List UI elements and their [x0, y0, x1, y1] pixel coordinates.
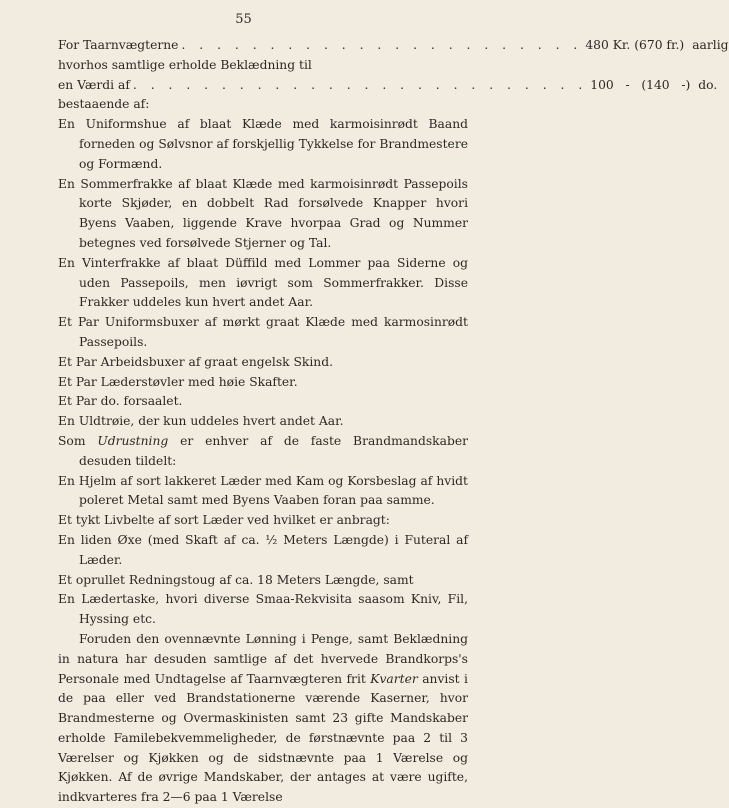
equipment-item: En Hjelm af sort lakkeret Læder med Kam og Korsbeslag af hvidt poleret Metal samt med Byens Vaaben foran paa samme. — [58, 473, 468, 508]
clothing-item: En Uldtrøie, der kun uddeles hvert andet Aar. — [58, 414, 344, 429]
salary-label: For Taarnvægterne — [58, 38, 179, 52]
salary-line-value — [58, 76, 718, 96]
quarters-term: Kvarter — [370, 671, 418, 686]
leader-dots: . . . . . . . . . . . . . . . . . . . . . . . — [181, 38, 583, 52]
salary-suffix: do. — [698, 77, 718, 92]
salary-period: aarlig — [692, 38, 729, 52]
salary-line-text: hvorhos samtlige erholde Beklædning til — [58, 57, 312, 72]
closing-paragraph: Foruden den ovennævnte Lønning i Penge, samt Beklædning in natura har desuden samtlige af det hvervede Brandkorps's Personale med Undtagelse af Taarnvægteren frit Kvarter anvist i de paa eller ved Brandstationerne værende Kaserner, hvor Brandmesterne og Overmaskinisten samt 23 gifte Mandskaber erholde Familebekvemmeligheder, de førstnævnte paa 2 til 3 Værelser og Kjøkken og de sidstnævnte paa 1 Værelse og Kjøkken. Af de øvrige Mandskaber, der antages at være ugifte, indkvarteres fra 2—6 paa 1 Værelse — [58, 631, 468, 805]
salary-amount: 480 Kr. (670 fr.) — [585, 38, 685, 52]
clothing-item: Et Par Arbeidsbuxer af graat engelsk Skind. — [58, 354, 334, 369]
clothing-item: En Sommerfrakke af blaat Klæde med karmoisinrødt Passepoils korte Skjøder, en dobbelt Rad forsølvede Knapper hvori Byens Vaaben, liggende Krave hvorpaa Grad og Nummer betegnes ved forsølvede Stjerner og Tal. — [58, 176, 468, 250]
equipment-item: Et tykt Livbelte af sort Læder ved hvilket er anbragt: — [58, 513, 390, 528]
salary-line-text: bestaaende af: — [58, 97, 150, 112]
equipment-item: Et oprullet Redningstoug af ca. 18 Meters Længde, samt — [58, 572, 414, 587]
leader-dots: . . . . . . . . . . . . . . . . . . . . . . . . . . — [132, 77, 588, 92]
body-text — [58, 36, 729, 808]
clothing-item: Et Par Uniformsbuxer af mørkt graat Klæde med karmosinrødt Passepoils. — [58, 315, 468, 349]
clothing-item: En Vinterfrakke af blaat Düffild med Lommer paa Siderne og uden Passepoils, men iøvrigt som Sommerfrakker. Disse Frakker uddeles kun hvert andet Aar. — [58, 255, 468, 310]
page-number: 55 — [235, 12, 252, 27]
clothing-list — [58, 115, 468, 432]
equipment-item: En liden Øxe (med Skaft af ca. ½ Meters Længde) i Futeral af Læder. — [58, 532, 468, 567]
equipment-list — [58, 472, 468, 630]
salary-line-watchmen — [58, 36, 729, 56]
equipment-item: En Lædertaske, hvori diverse Smaa-Rekvisita saasom Kniv, Fil, Hyssing etc. — [58, 592, 468, 627]
clothing-item: Et Par do. forsaalet. — [58, 394, 183, 409]
salary-label: en Værdi af — [58, 77, 130, 92]
equipment-heading: Udrustning — [97, 433, 169, 448]
equipment-intro: Som Udrustning er enhver af de faste Brandmandskaber desuden tildelt: — [58, 433, 468, 468]
clothing-item: Et Par Læderstøvler med høie Skafter. — [58, 374, 298, 389]
clothing-item: En Uniformshue af blaat Klæde med karmoisinrødt Baand forneden og Sølvsnor af forskjellig Tykkelse for Brandmestere og Formænd. — [58, 117, 468, 171]
salary-amount: 100 - (140 -) — [590, 77, 691, 92]
